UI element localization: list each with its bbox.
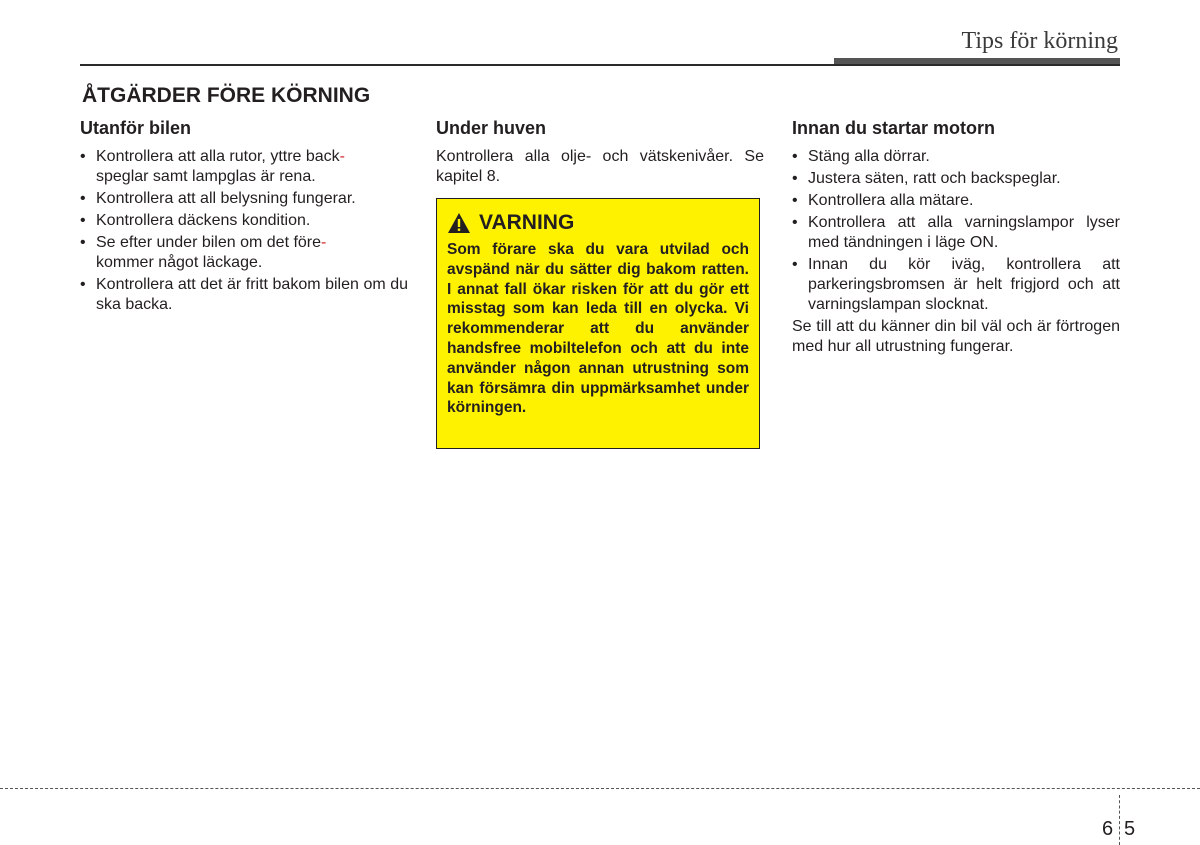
warning-triangle-icon xyxy=(447,212,471,234)
footer-rule xyxy=(0,788,1200,789)
column-heading: Utanför bilen xyxy=(80,118,191,138)
list-item: • Innan du kör iväg, kontrollera att parkeringsbromsen är helt frigjord och att varningslampan slocknat. xyxy=(792,256,1120,313)
list-item: • Kontrollera att det är fritt bakom bilen om du ska backa. xyxy=(80,276,408,313)
warning-box xyxy=(436,198,760,449)
column-before-start xyxy=(792,118,1120,357)
warning-text: Som förare ska du vara utvilad och avspänd när du sätter dig bakom ratten. I annat fall ökar risken för att du gör ett misstag som kan leda till en olycka. Vi rekommenderar att du använder handsfree mobiltelefon och att du inte använder någon annan utrustning som kan försämra din uppmärksamhet under körningen. xyxy=(447,241,749,417)
column-outside-car xyxy=(80,118,408,317)
list-item: • Kontrollera att all belysning fungerar. xyxy=(80,190,356,207)
chapter-number: 6 xyxy=(1102,818,1114,840)
column-heading: Innan du startar motorn xyxy=(792,118,996,138)
column-under-hood xyxy=(436,118,764,449)
list-item: • Kontrollera att alla rutor, yttre back- speglar samt lampglas är rena. xyxy=(80,148,345,185)
checklist-outside xyxy=(80,147,408,315)
list-item: • Kontrollera att alla varningslampor lyser med tändningen i läge ON. xyxy=(792,214,1120,251)
column-heading: Under huven xyxy=(436,118,547,138)
list-item: • Stäng alla dörrar. xyxy=(792,148,930,165)
section-title: ÅTGÄRDER FÖRE KÖRNING xyxy=(82,84,371,107)
list-item: • Se efter under bilen om det före- kommer något läckage. xyxy=(80,234,327,271)
page-number: 5 xyxy=(1124,818,1136,840)
chapter-title: Tips för körning xyxy=(961,28,1118,54)
page-number-divider xyxy=(1119,795,1120,845)
header-rule xyxy=(80,64,1120,66)
list-item: • Kontrollera alla mätare. xyxy=(792,192,974,209)
list-item: • Justera säten, ratt och backspeglar. xyxy=(792,170,1061,187)
list-item: • Kontrollera däckens kondition. xyxy=(80,212,311,229)
checklist-before-start xyxy=(792,147,1120,315)
body-text: Se till att du känner din bil väl och är förtrogen med hur all utrustning fungerar. xyxy=(792,318,1120,355)
body-text: Kontrollera alla olje- och vätskenivåer. Se kapitel 8. xyxy=(436,148,764,185)
warning-title: VARNING xyxy=(479,211,575,234)
